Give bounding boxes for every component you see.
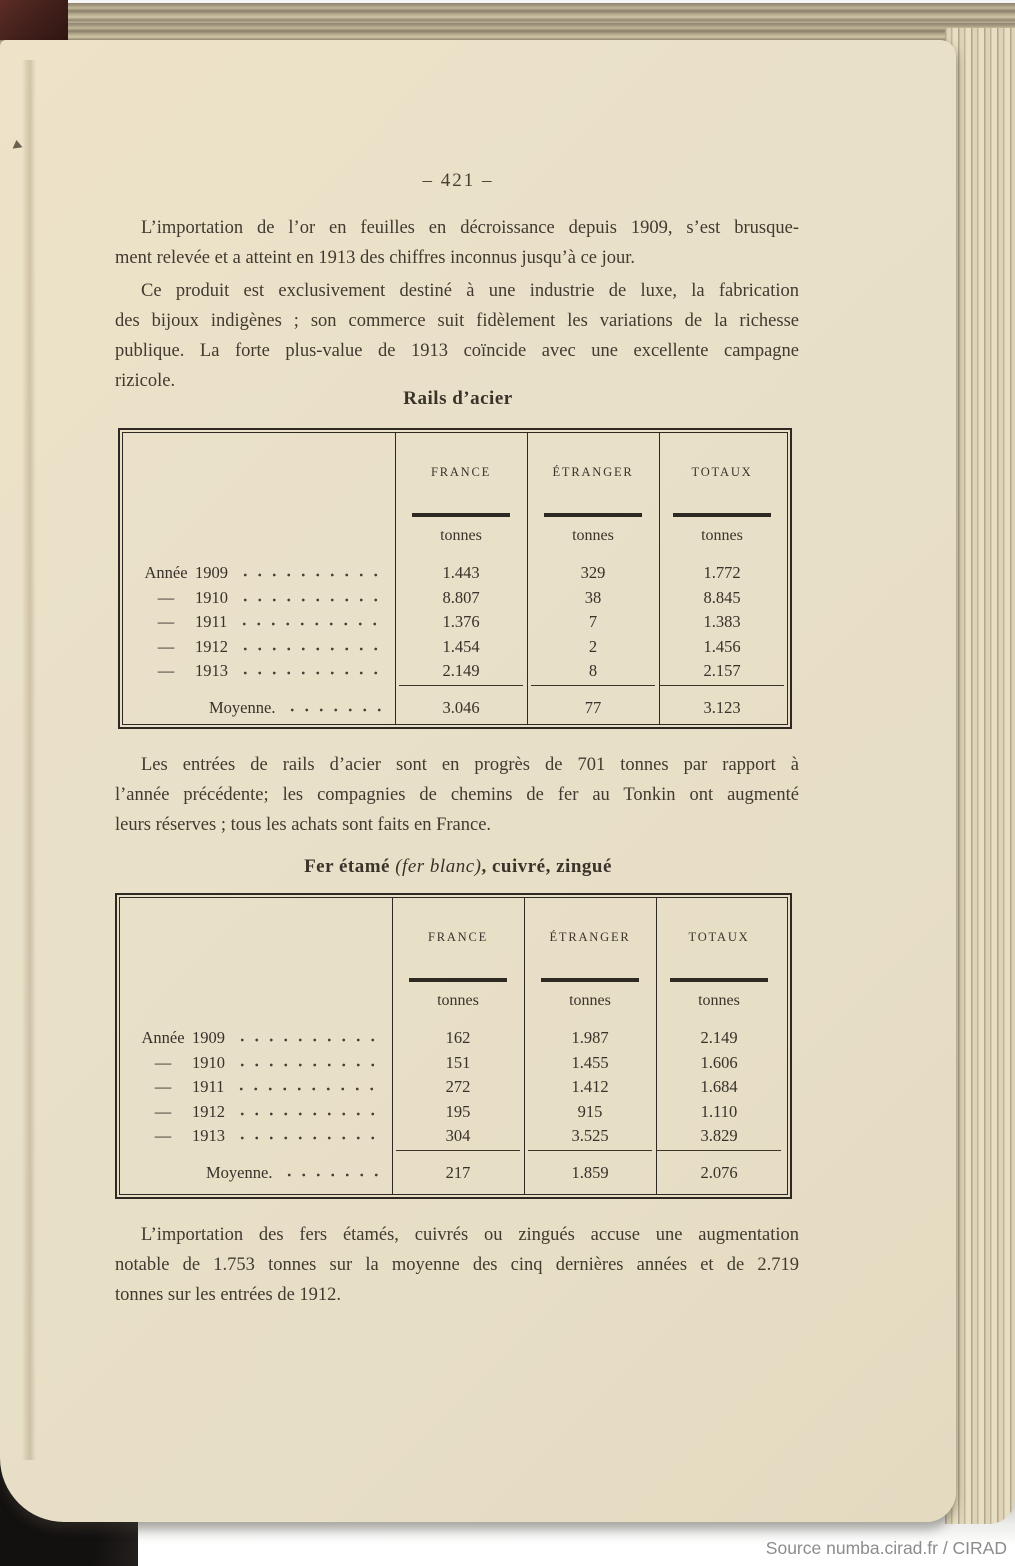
- row-prefix: Année: [141, 1028, 185, 1048]
- cell-france: 151: [445, 1052, 471, 1072]
- unit-label: tonnes: [572, 527, 614, 544]
- cell-etranger: 329: [580, 563, 606, 583]
- cell-france: 3.046: [442, 698, 480, 717]
- column-header-totaux: TOTAUX: [691, 465, 753, 479]
- cell-totaux: 1.110: [700, 1101, 738, 1121]
- dot-leader: [235, 1130, 378, 1146]
- header-rule: [412, 513, 510, 517]
- cell-totaux: 3.829: [700, 1126, 738, 1146]
- cell-france: 8.807: [442, 587, 480, 607]
- table2-title: [0, 856, 916, 878]
- book-cover-corner: [0, 0, 68, 40]
- cell-france: 217: [445, 1163, 471, 1182]
- total-rule: [399, 685, 523, 686]
- column-header-etranger: ÉTRANGER: [549, 930, 631, 944]
- paragraph-line: leurs réserves ; tous les achats sont faits en France.: [115, 815, 492, 835]
- cell-france: 2.149: [442, 661, 480, 681]
- paragraph-line: L’importation des fers étamés, cuivrés ou zingués accuse une augmentation: [141, 1225, 799, 1245]
- cell-totaux: 1.456: [703, 636, 741, 656]
- header-rule: [409, 978, 507, 982]
- column-header-etranger: ÉTRANGER: [552, 465, 634, 479]
- dot-leader: [238, 592, 381, 608]
- total-rule: [660, 685, 784, 686]
- cell-totaux: 2.149: [700, 1028, 738, 1048]
- cell-etranger: 1.859: [571, 1163, 609, 1182]
- column-header-totaux: TOTAUX: [688, 930, 750, 944]
- paragraph-rails-progress: [115, 750, 799, 840]
- table-row: [123, 635, 787, 660]
- row-year: 1911: [192, 1077, 225, 1097]
- table-row: [120, 1026, 787, 1051]
- row-year: 1912: [192, 1101, 225, 1121]
- paragraph-line: l’année précédente; les compagnies de chemins de fer au Tonkin ont augmenté: [115, 785, 799, 805]
- total-rule: [657, 1150, 781, 1151]
- table2-title-italic: (fer blanc): [395, 856, 482, 877]
- paragraph-line: publique. La forte plus-value de 1913 coïncide avec une excellente campagne: [115, 341, 799, 361]
- cell-etranger: 1.412: [571, 1077, 609, 1097]
- dot-leader: [285, 702, 381, 718]
- cell-etranger: 2: [588, 636, 598, 656]
- paragraph-fers-etames: [115, 1220, 799, 1310]
- header-rule: [673, 513, 771, 517]
- table-rows: [123, 561, 787, 684]
- average-row: [123, 695, 787, 721]
- row-year: 1910: [195, 587, 228, 607]
- cell-totaux: 1.772: [703, 563, 741, 583]
- dot-leader: [235, 1106, 378, 1122]
- table-rails-acier: [118, 428, 792, 729]
- cell-etranger: 1.455: [571, 1052, 609, 1072]
- table1-title: Rails d’acier: [403, 388, 513, 409]
- row-year: 1911: [195, 612, 228, 632]
- cell-etranger: 8: [588, 661, 598, 681]
- total-rule: [528, 1150, 652, 1151]
- source-attribution: Source numba.cirad.fr / CIRAD: [765, 1538, 1007, 1558]
- row-year: 1913: [192, 1126, 225, 1146]
- row-year: 1909: [192, 1028, 225, 1048]
- header-rule: [544, 513, 642, 517]
- dot-leader: [235, 1057, 378, 1073]
- table-row: [123, 610, 787, 635]
- cell-totaux: 2.157: [703, 661, 741, 681]
- table-row: [123, 659, 787, 684]
- cell-france: 1.454: [442, 636, 480, 656]
- row-year: 1912: [195, 636, 228, 656]
- unit-label: tonnes: [701, 527, 743, 544]
- average-label: Moyenne.: [206, 1163, 273, 1182]
- cell-france: 304: [445, 1126, 471, 1146]
- cell-etranger: 3.525: [571, 1126, 609, 1146]
- cell-france: 162: [445, 1028, 471, 1048]
- paragraph-line: des bijoux indigènes ; son commerce suit fidèlement les variations de la richesse: [115, 311, 799, 331]
- table-row: [120, 1100, 787, 1125]
- unit-label: tonnes: [440, 527, 482, 544]
- cell-etranger: 1.987: [571, 1028, 609, 1048]
- paragraph-line: Les entrées de rails d’acier sont en progrès de 701 tonnes par rapport à: [141, 755, 799, 775]
- paragraph-line: Ce produit est exclusivement destiné à une industrie de luxe, la fabrication: [141, 281, 799, 301]
- dot-leader: [235, 1032, 378, 1048]
- row-prefix: —: [154, 1126, 172, 1146]
- cell-etranger: 38: [584, 587, 602, 607]
- cell-totaux: 3.123: [703, 698, 741, 717]
- column-header-france: FRANCE: [430, 465, 492, 479]
- gutter-crease: [22, 60, 36, 1460]
- total-rule: [396, 1150, 520, 1151]
- paragraph-line: tonnes sur les entrées de 1912.: [115, 1285, 342, 1305]
- paragraph-gold-imports: [115, 213, 799, 273]
- row-prefix: —: [157, 587, 175, 607]
- paragraph-line: notable de 1.753 tonnes sur la moyenne des cinq dernières années et de 2.719: [115, 1255, 799, 1275]
- table-inner-border: [119, 897, 788, 1195]
- header-rule: [670, 978, 768, 982]
- table-row: [120, 1075, 787, 1100]
- cell-france: 195: [445, 1101, 471, 1121]
- margin-artifact-mark: [11, 139, 22, 148]
- total-rule: [531, 685, 655, 686]
- table2-title-part: Fer étamé: [304, 856, 396, 877]
- dot-leader: [238, 665, 381, 681]
- dot-leader: [234, 1081, 378, 1097]
- cell-etranger: 77: [584, 698, 602, 717]
- cell-totaux: 2.076: [700, 1163, 738, 1182]
- paragraph-luxury-industry: [115, 276, 799, 396]
- cell-totaux: 1.383: [703, 612, 741, 632]
- row-prefix: —: [154, 1077, 172, 1097]
- row-year: 1913: [195, 661, 228, 681]
- paragraph-line: ment relevée et a atteint en 1913 des chiffres inconnus jusqu’à ce jour.: [115, 248, 636, 268]
- cell-france: 1.443: [442, 563, 480, 583]
- average-row: [120, 1160, 787, 1186]
- page-number: – 421 –: [422, 170, 494, 191]
- row-year: 1909: [195, 563, 228, 583]
- page-sheet: [0, 40, 956, 1522]
- paragraph-line: L’importation de l’or en feuilles en décroissance depuis 1909, s’est brusque-: [141, 218, 799, 238]
- table-row: [123, 586, 787, 611]
- table-inner-border: [122, 432, 788, 725]
- row-prefix: —: [154, 1101, 172, 1121]
- dot-leader: [237, 616, 381, 632]
- table-row: [123, 561, 787, 586]
- cell-etranger: 7: [588, 612, 598, 632]
- table-row: [120, 1051, 787, 1076]
- table-rows: [120, 1026, 787, 1149]
- table2-title-part: , cuivré, zingué: [481, 856, 612, 877]
- cell-france: 272: [445, 1077, 471, 1097]
- table-fer-etame: [115, 893, 792, 1199]
- row-prefix: —: [157, 661, 175, 681]
- column-header-france: FRANCE: [427, 930, 489, 944]
- header-rule: [541, 978, 639, 982]
- unit-label: tonnes: [698, 992, 740, 1009]
- paragraph-line: rizicole.: [115, 371, 176, 391]
- unit-label: tonnes: [569, 992, 611, 1009]
- row-prefix: Année: [144, 563, 188, 583]
- cell-totaux: 1.684: [700, 1077, 738, 1097]
- cell-france: 1.376: [442, 612, 480, 632]
- table-row: [120, 1124, 787, 1149]
- cell-totaux: 1.606: [700, 1052, 738, 1072]
- cell-totaux: 8.845: [703, 587, 741, 607]
- dot-leader: [238, 641, 381, 657]
- row-prefix: —: [157, 612, 175, 632]
- row-prefix: —: [157, 636, 175, 656]
- row-prefix: —: [154, 1052, 172, 1072]
- row-year: 1910: [192, 1052, 225, 1072]
- dot-leader: [238, 567, 381, 583]
- unit-label: tonnes: [437, 992, 479, 1009]
- dot-leader: [282, 1167, 378, 1183]
- cell-etranger: 915: [577, 1101, 603, 1121]
- average-label: Moyenne.: [209, 698, 276, 717]
